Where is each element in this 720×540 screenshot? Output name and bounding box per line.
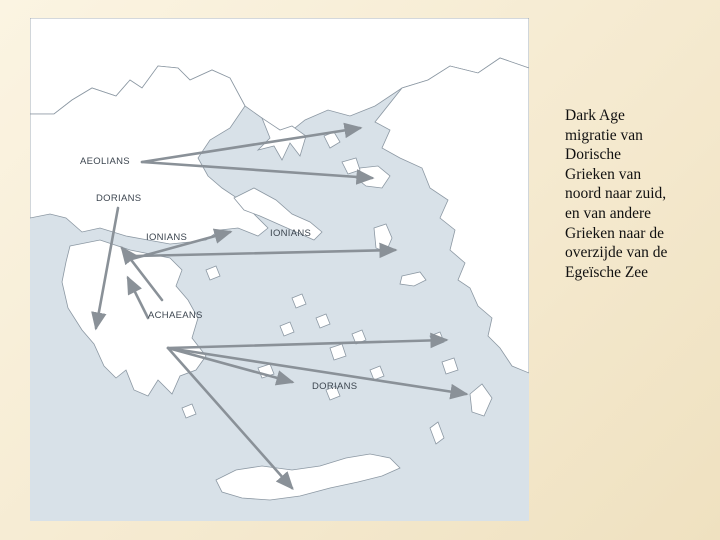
- label-ionians-east: IONIANS: [270, 228, 312, 239]
- caption: [565, 106, 705, 282]
- caption-line: Dark Age: [565, 107, 625, 124]
- caption-line: Egeïsche Zee: [565, 263, 649, 281]
- label-ionians-west: IONIANS: [146, 232, 188, 243]
- caption-line: overzijde van de: [565, 244, 668, 262]
- caption-line: Dorische: [565, 146, 621, 164]
- caption-line: noord naar zuid,: [565, 185, 667, 203]
- label-aeolians: AEOLIANS: [80, 156, 130, 167]
- label-dorians-north: DORIANS: [96, 193, 142, 204]
- caption-line: Grieken van: [565, 165, 642, 183]
- caption-line: migratie van: [565, 126, 643, 144]
- label-achaeans: ACHAEANS: [148, 310, 203, 321]
- caption-line: Grieken naar de: [565, 224, 664, 242]
- label-dorians-south: DORIANS: [312, 381, 358, 392]
- caption-line: en van andere: [565, 204, 652, 222]
- migration-map: [30, 18, 529, 521]
- map-svg: [30, 18, 529, 521]
